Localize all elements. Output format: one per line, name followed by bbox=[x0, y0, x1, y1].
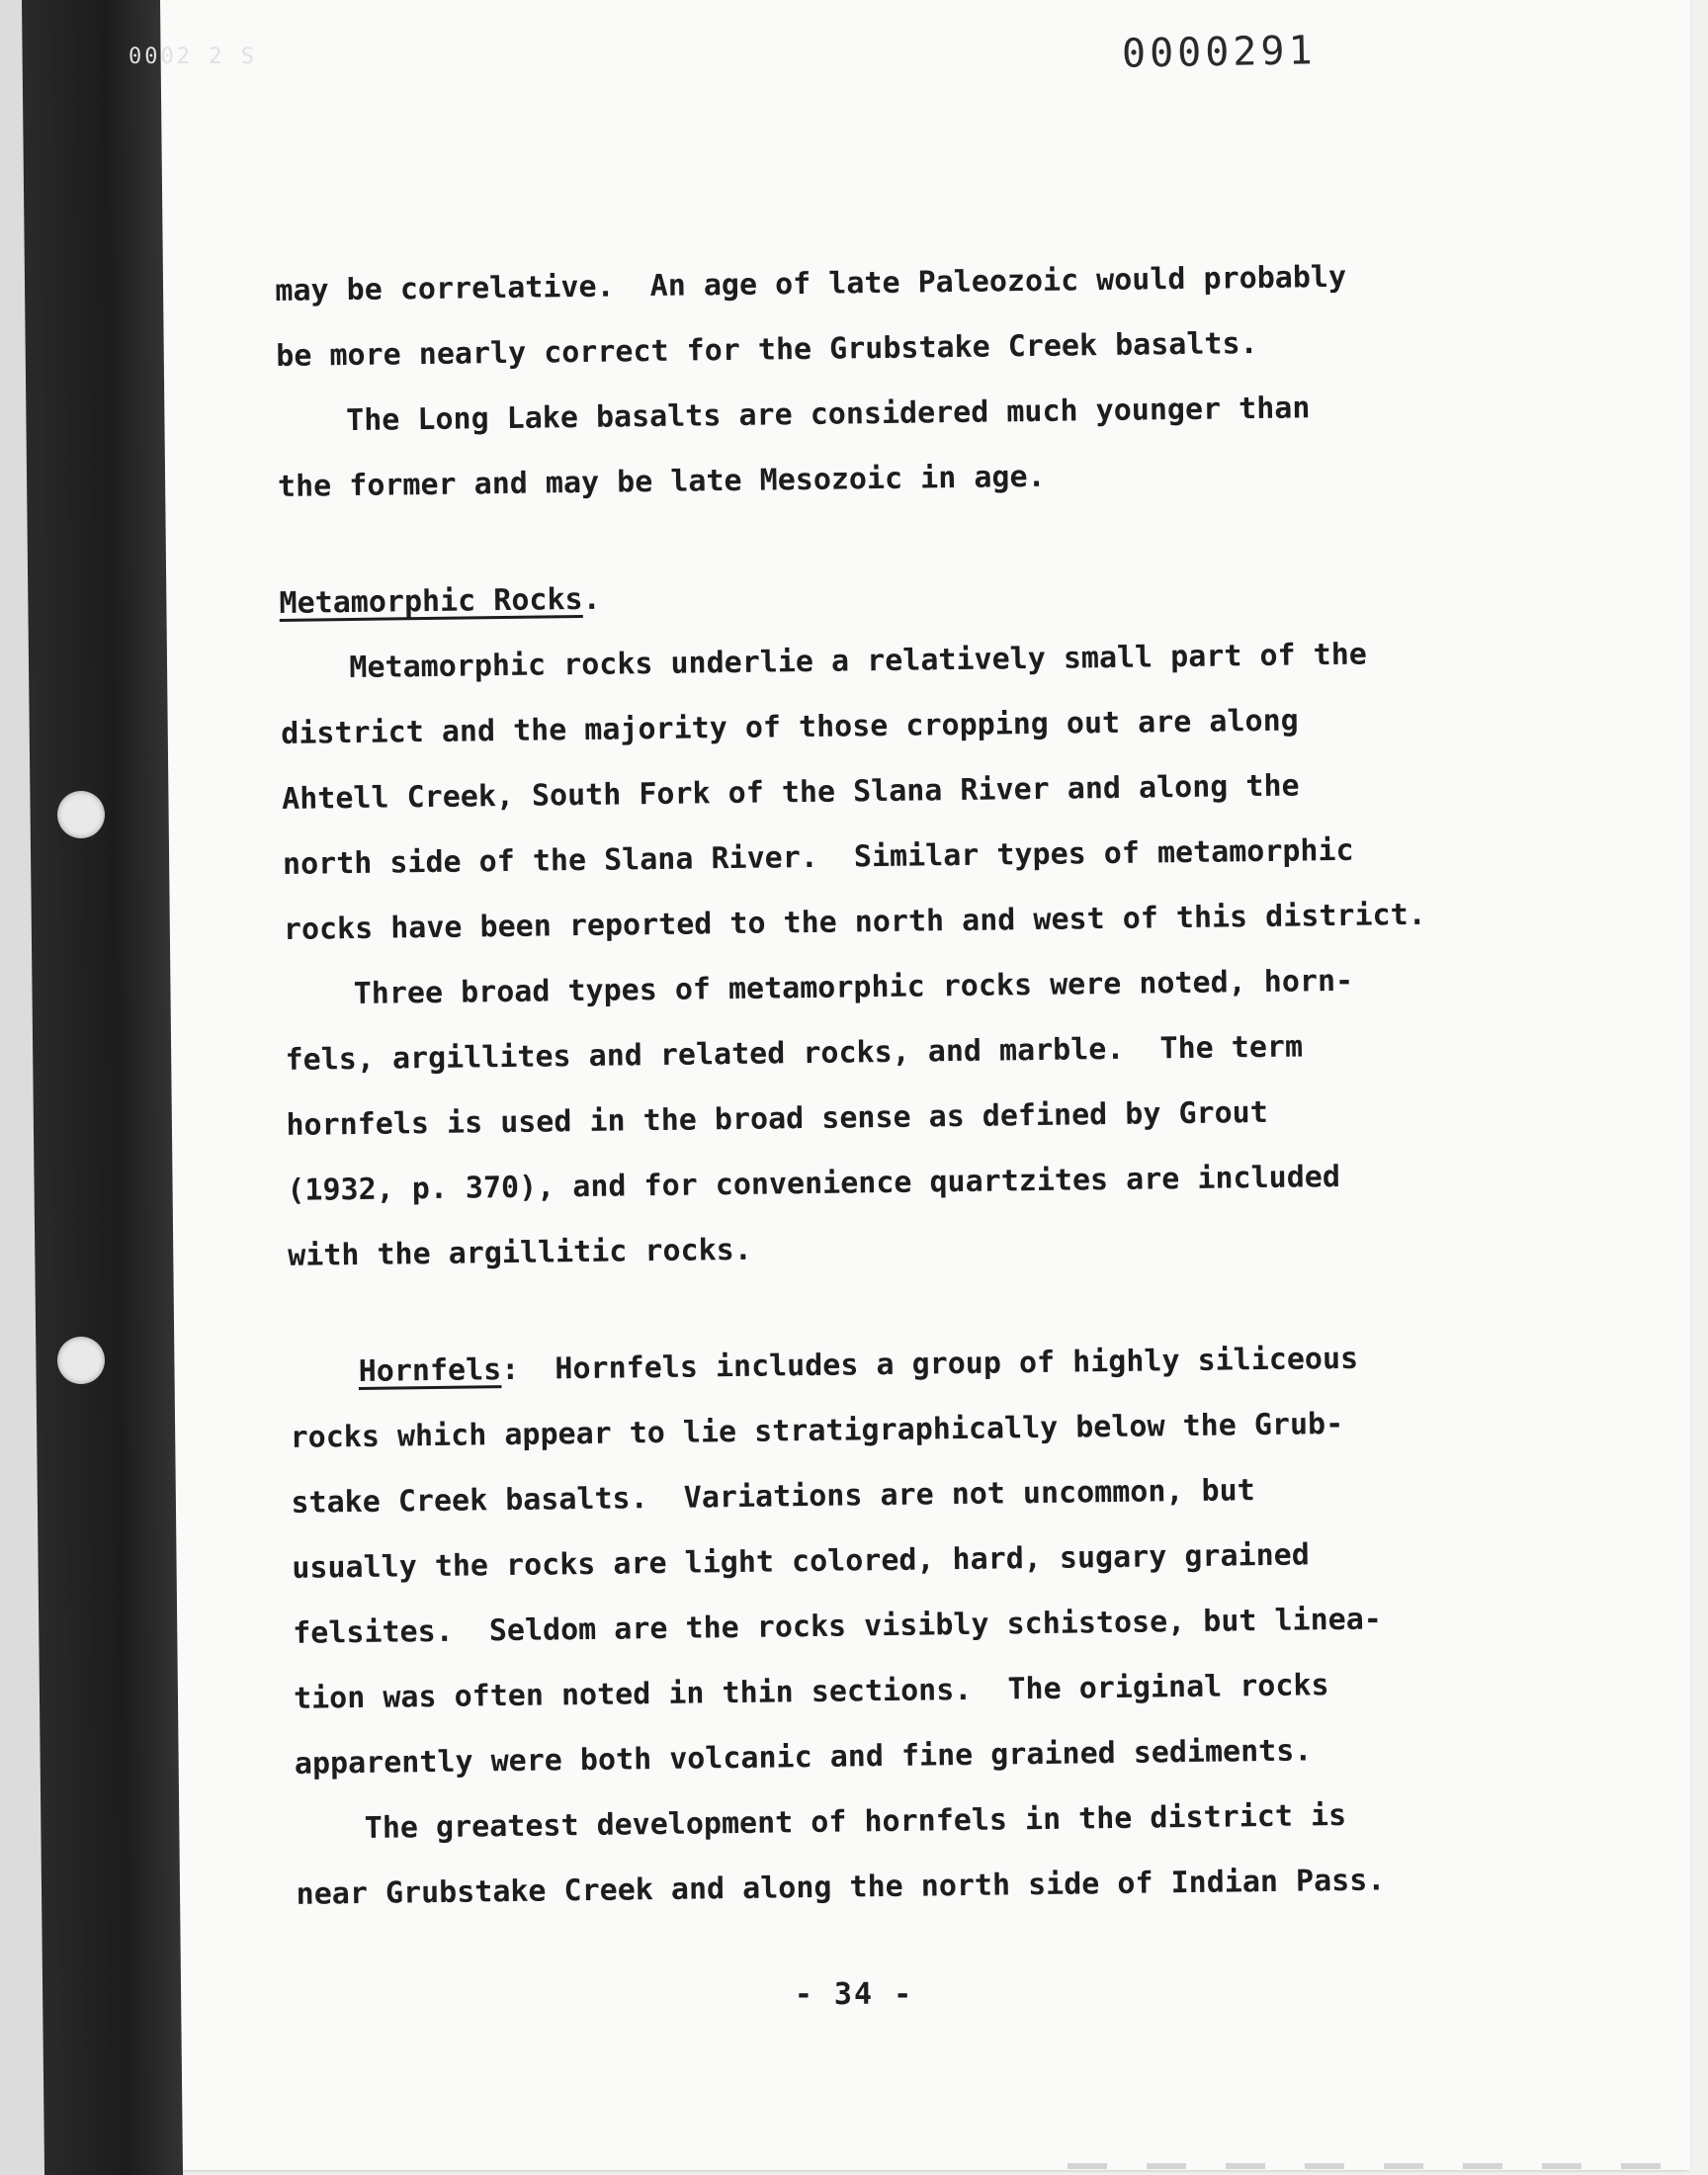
text-line: The greatest development of hornfels in the district is bbox=[364, 1797, 1347, 1846]
text-line: Ahtell Creek, South Fork of the Slana River and along the bbox=[281, 768, 1300, 817]
text-line: usually the rocks are light colored, hard, sugary grained bbox=[292, 1537, 1310, 1586]
text-line: felsites. Seldom are the rocks visibly schistose, but linea- bbox=[292, 1602, 1383, 1651]
text-line: the former and may be late Mesozoic in age. bbox=[277, 459, 1046, 504]
text-line: rocks have been reported to the north and west of this district. bbox=[283, 897, 1426, 947]
faint-header-line: 0002 2 S bbox=[128, 44, 257, 69]
metamorphic-section bbox=[280, 620, 1593, 1289]
punch-hole-upper bbox=[57, 791, 105, 838]
text-line: stake Creek basalts. Variations are not uncommon, but bbox=[291, 1473, 1255, 1521]
text-line: rocks which appear to lie stratigraphically below the Grub- bbox=[290, 1406, 1344, 1455]
text-line: apparently were both volcanic and fine grained sediments. bbox=[294, 1733, 1313, 1782]
document-number: 0000291 bbox=[1121, 28, 1317, 77]
binder-strip bbox=[22, 0, 183, 2175]
text-line: The Long Lake basalts are considered much younger than bbox=[345, 391, 1311, 439]
hornfels-section bbox=[289, 1324, 1601, 1928]
text-line: Metamorphic rocks underlie a relatively small part of the bbox=[349, 637, 1368, 686]
text-line: with the argillitic rocks. bbox=[287, 1232, 752, 1273]
subheading-suffix: : bbox=[500, 1351, 520, 1388]
bottom-edge-mark bbox=[1068, 2163, 1661, 2169]
text-line: near Grubstake Creek and along the north side of Indian Pass. bbox=[296, 1863, 1386, 1912]
punch-hole-lower bbox=[57, 1337, 105, 1384]
text-line: fels, argillites and related rocks, and marble. The term bbox=[285, 1029, 1304, 1078]
text-line: may be correlative. An age of late Paleozoic would probably bbox=[275, 259, 1347, 308]
text-line: be more nearly correct for the Grubstake Creek basalts. bbox=[276, 325, 1258, 374]
text-line: north side of the Slana River. Similar types of metamorphic bbox=[282, 832, 1354, 882]
subheading-line-rest: Hornfels includes a group of highly siliceous bbox=[519, 1341, 1359, 1387]
intro-paragraphs bbox=[275, 242, 1582, 520]
text-line: Three broad types of metamorphic rocks were noted, horn- bbox=[353, 963, 1354, 1012]
page-body bbox=[275, 242, 1601, 1928]
text-line: tion was often noted in thin sections. The original rocks bbox=[293, 1668, 1329, 1716]
text-line: district and the majority of those cropping out are along bbox=[281, 703, 1299, 751]
page-number: - 34 - bbox=[794, 1977, 914, 2012]
section-heading: Metamorphic Rocks bbox=[279, 581, 583, 621]
subheading: Hornfels bbox=[358, 1352, 502, 1389]
text-line: (1932, p. 370), and for convenience quartzites are included bbox=[287, 1159, 1341, 1208]
section-heading-suffix: . bbox=[582, 581, 601, 617]
text-line: hornfels is used in the broad sense as defined by Grout bbox=[286, 1094, 1269, 1143]
faint-bleedthrough-header bbox=[128, 40, 820, 129]
